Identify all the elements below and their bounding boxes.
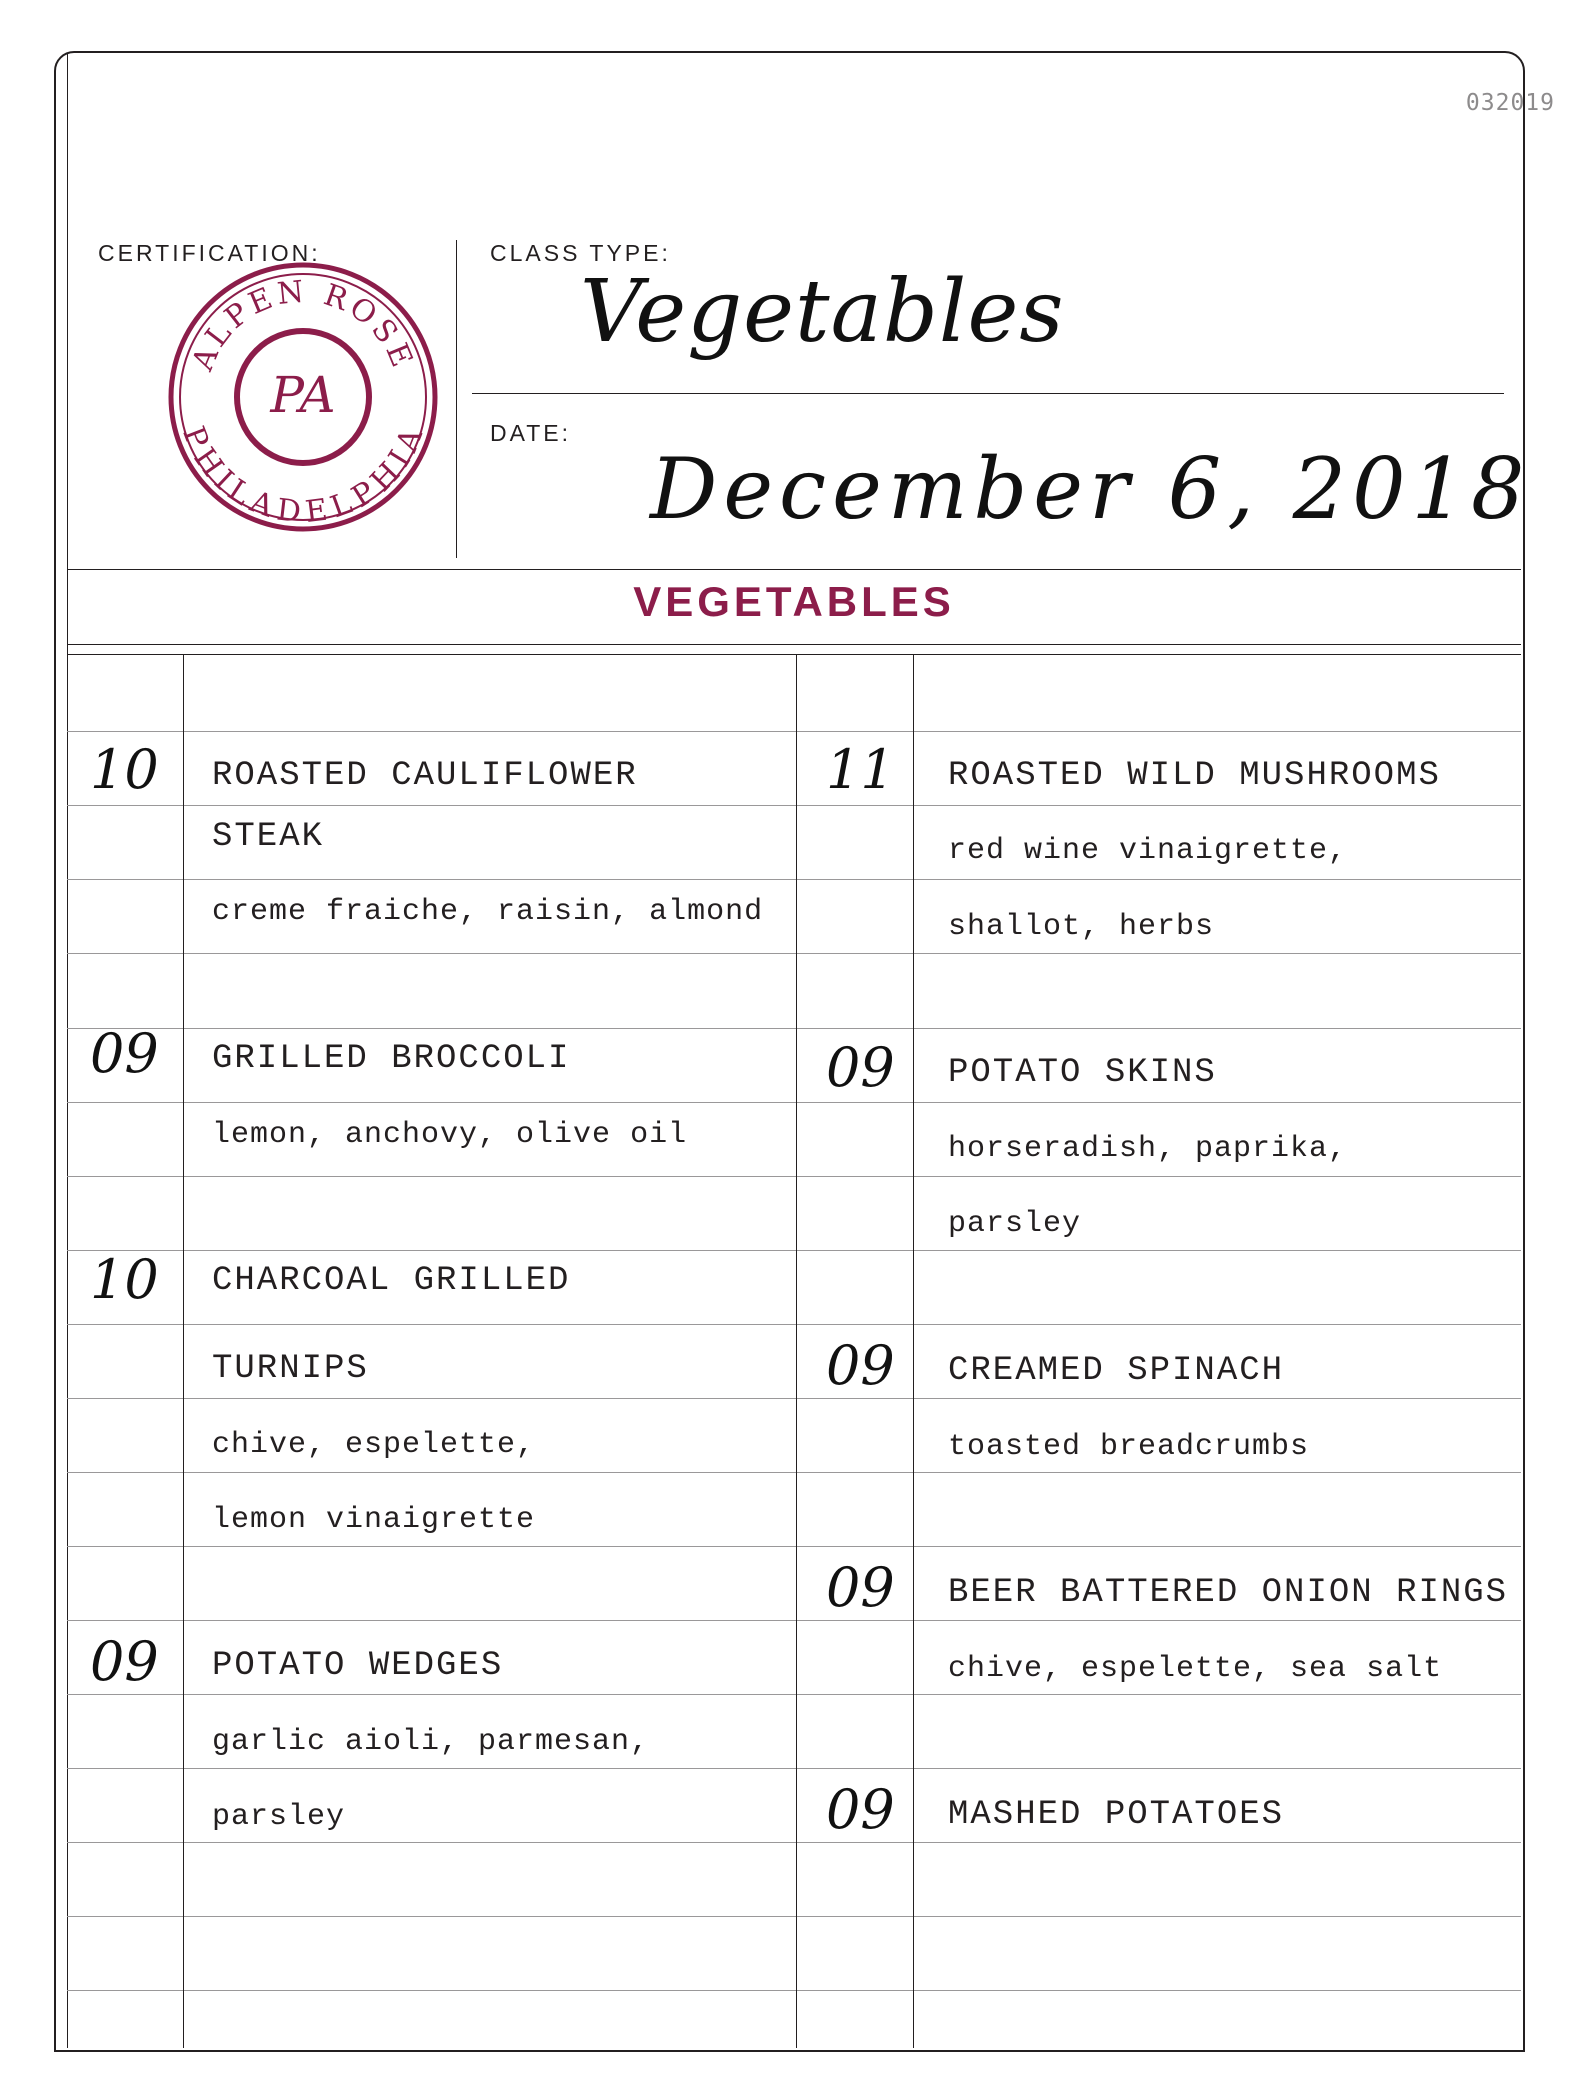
stamp-center-text: PA — [270, 366, 336, 424]
section-bottom-rule-2 — [67, 654, 1521, 655]
item-description: toasted breadcrumbs — [948, 1430, 1310, 1464]
item-price: 09 — [826, 1778, 895, 1841]
svg-text:ALPEN ROSE — [185, 274, 421, 376]
header-divider — [456, 240, 457, 558]
ruled-line — [67, 1768, 1521, 1769]
ruled-line — [67, 1250, 1521, 1251]
item-name: MASHED POTATOES — [948, 1796, 1285, 1834]
item-name: TURNIPS — [212, 1350, 369, 1388]
ruled-line — [67, 1028, 1521, 1029]
item-description: chive, espelette, — [212, 1428, 536, 1462]
class-type-label: CLASS TYPE: — [490, 240, 671, 266]
class-type-underline — [472, 393, 1504, 394]
date-label: DATE: — [490, 420, 572, 446]
alpen-rose-stamp — [168, 262, 438, 532]
section-top-rule — [67, 569, 1521, 570]
document-code: 032019 — [1465, 90, 1555, 116]
ruled-line — [67, 1398, 1521, 1399]
item-price: 09 — [826, 1036, 895, 1099]
item-price: 09 — [826, 1556, 895, 1619]
item-name: BEER BATTERED ONION RINGS — [948, 1574, 1509, 1612]
card-inner-border — [67, 54, 68, 2048]
ruled-line — [67, 1324, 1521, 1325]
class-type-value: Vegetables — [580, 262, 1065, 362]
item-description: parsley — [948, 1207, 1082, 1241]
center-column-line — [796, 654, 797, 2048]
section-title: VEGETABLES — [633, 578, 955, 625]
item-description: red wine vinaigrette, — [948, 834, 1348, 868]
section-bottom-rule — [67, 644, 1521, 645]
ruled-line — [67, 1102, 1521, 1103]
item-name: CHARCOAL GRILLED — [212, 1262, 571, 1300]
item-price: 10 — [90, 738, 159, 801]
ruled-line — [67, 879, 1521, 880]
item-price: 09 — [826, 1334, 895, 1397]
item-description: creme fraiche, raisin, almond — [212, 895, 764, 929]
right-price-column-line — [913, 654, 914, 2048]
left-price-column-line — [183, 654, 184, 2048]
item-price: 09 — [90, 1022, 159, 1085]
ruled-line — [67, 1694, 1521, 1695]
item-description: lemon, anchovy, olive oil — [212, 1118, 688, 1152]
item-description: garlic aioli, parmesan, — [212, 1725, 650, 1759]
item-name: CREAMED SPINACH — [948, 1352, 1285, 1390]
stamp-bottom-text: PHILADELPHIA — [175, 421, 431, 531]
item-description: shallot, herbs — [948, 910, 1215, 944]
stamp-top-text: ALPEN ROSE — [185, 274, 421, 376]
ruled-line — [67, 1916, 1521, 1917]
ruled-line — [67, 805, 1521, 806]
item-name: GRILLED BROCCOLI — [212, 1040, 571, 1078]
ruled-line — [67, 1546, 1521, 1547]
certification-label: CERTIFICATION: — [98, 240, 321, 266]
item-description: horseradish, paprika, — [948, 1132, 1348, 1166]
item-price: 09 — [90, 1630, 159, 1693]
ruled-line — [67, 1842, 1521, 1843]
item-name: ROASTED CAULIFLOWER — [212, 757, 638, 795]
item-name: ROASTED WILD MUSHROOMS — [948, 757, 1441, 795]
ruled-line — [67, 731, 1521, 732]
item-name: POTATO WEDGES — [212, 1647, 504, 1685]
item-description: chive, espelette, sea salt — [948, 1652, 1443, 1686]
item-description: lemon vinaigrette — [212, 1503, 536, 1537]
item-price: 11 — [826, 738, 895, 801]
svg-text:PHILADELPHIA — [175, 422, 430, 530]
date-value: December 6, 2018 — [650, 440, 1531, 538]
item-name: STEAK — [212, 818, 325, 856]
item-name: POTATO SKINS — [948, 1054, 1217, 1092]
ruled-line — [67, 1990, 1521, 1991]
ruled-line — [67, 1472, 1521, 1473]
ruled-line — [67, 1176, 1521, 1177]
ruled-line — [67, 1620, 1521, 1621]
ruled-line — [67, 953, 1521, 954]
item-description: parsley — [212, 1800, 346, 1834]
item-price: 10 — [90, 1248, 159, 1311]
